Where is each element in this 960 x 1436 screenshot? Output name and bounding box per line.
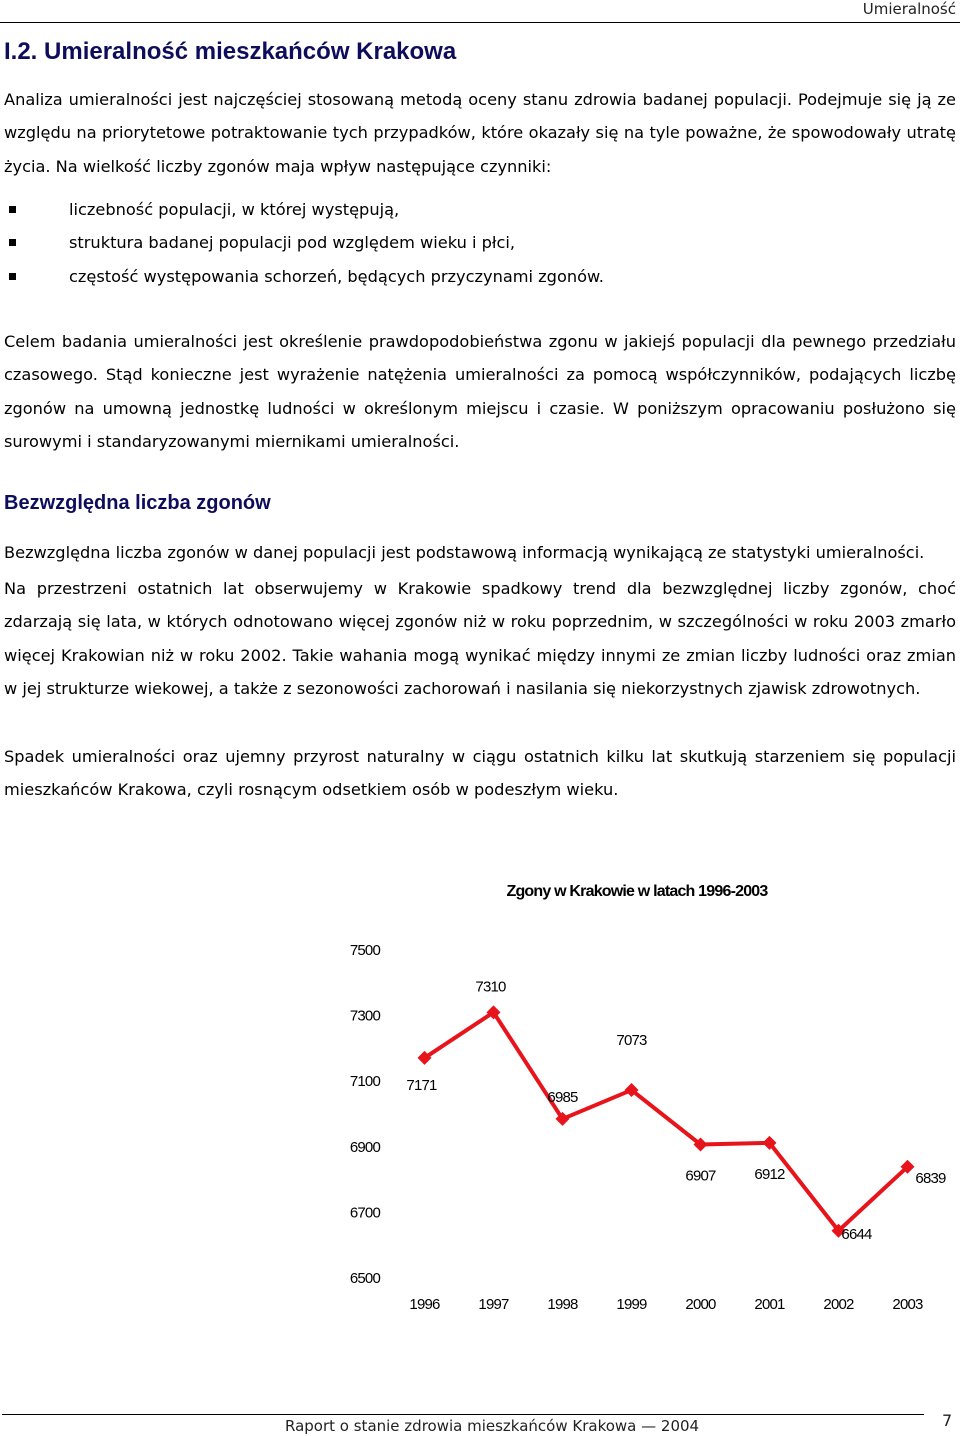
- y-tick-label: 6700: [349, 1204, 380, 1222]
- purpose-paragraph: Celem badania umieralności jest określenie prawdopodobieństwa zgonu w jakiejś populacji dla pewnego przedziału czasowego. Stąd konieczne jest wyrażenie natężenia umieralności za pomocą współczynników, podających liczbę zgonów na umowną jednostkę ludności w określonym miejscu i czasie. W poniższym opracowaniu posłużono się surowymi i standaryzowanymi miernikami umieralności.: [4, 332, 956, 451]
- footer-text: Raport o stanie zdrowia mieszkańców Krakowa — 2004: [285, 1417, 700, 1435]
- factor-item: liczebność populacji, w której występują,: [4, 193, 956, 226]
- running-header: Umieralność: [862, 0, 956, 18]
- data-label: 6839: [915, 1169, 946, 1187]
- data-label: 7073: [616, 1032, 647, 1050]
- x-tick-label: 2001: [754, 1296, 785, 1313]
- y-tick-label: 6500: [349, 1270, 380, 1287]
- factors-list: [4, 193, 956, 293]
- footer-divider: [2, 1414, 924, 1415]
- y-tick-label: 7300: [349, 1007, 380, 1025]
- data-label: 6907: [685, 1167, 716, 1185]
- section-title: I.2. Umieralność mieszkańców Krakowa: [4, 38, 457, 65]
- factor-item: częstość występowania schorzeń, będących przyczynami zgonów.: [4, 260, 956, 293]
- series-line: [425, 1012, 908, 1230]
- deaths-chart: [300, 872, 960, 1332]
- data-label: 7310: [475, 978, 506, 996]
- y-tick-label: 7100: [349, 1073, 380, 1091]
- intro-paragraph: Analiza umieralności jest najczęściej stosowaną metodą oceny stanu zdrowia badanej populacji. Podejmuje się ją ze względu na priorytetowe potraktowanie tych przypadków, które okazały się na tyle poważne, że spowodowały utratę życia. Na wielkość liczby zgonów maja wpływ następujące czynniki:: [4, 90, 956, 176]
- x-tick-label: 1997: [478, 1296, 509, 1313]
- page-number: 7: [942, 1411, 953, 1430]
- x-tick-label: 1999: [616, 1296, 647, 1313]
- x-tick-label: 2000: [685, 1296, 716, 1313]
- deaths-series: [418, 1005, 915, 1237]
- y-axis-ticks: [350, 942, 381, 1287]
- data-label: 6644: [841, 1225, 872, 1243]
- y-tick-label: 7500: [349, 942, 380, 959]
- deaths-chart-svg: [300, 872, 960, 1332]
- x-axis-ticks: [409, 1296, 923, 1313]
- x-tick-label: 1996: [409, 1296, 440, 1313]
- data-label: 6912: [754, 1165, 785, 1183]
- absolute-paragraph-1: Bezwzględna liczba zgonów w danej populacji jest podstawową informacją wynikającą ze statystyki umieralności.: [4, 543, 925, 562]
- factor-item: struktura badanej populacji pod względem wieku i płci,: [4, 226, 956, 259]
- y-tick-label: 6900: [349, 1138, 380, 1156]
- subsection-title: Bezwzględna liczba zgonów: [4, 492, 271, 514]
- header-divider: [0, 22, 960, 23]
- data-label: 6985: [547, 1088, 578, 1106]
- x-tick-label: 1998: [547, 1296, 578, 1313]
- chart-title: Zgony w Krakowie w latach 1996-2003: [506, 883, 768, 900]
- x-tick-label: 2003: [892, 1296, 923, 1313]
- data-label: 7171: [406, 1076, 437, 1094]
- x-tick-label: 2002: [823, 1296, 854, 1313]
- absolute-paragraph-2: Na przestrzeni ostatnich lat obserwujemy w Krakowie spadkowy trend dla bezwzględnej liczby zgonów, choć zdarzają się lata, w których odnotowano więcej zgonów niż w roku poprzednim, w szczególności w roku 2003 zmarło więcej Krakowian niż w roku 2002. Takie wahania mogą wynikać między innymi ze zmian liczby ludności oraz zmian w jej strukturze wiekowej, a także z sezonowości zachorowań i nasilania się niekorzystnych zjawisk zdrowotnych.: [4, 579, 956, 698]
- absolute-paragraph-3: Spadek umieralności oraz ujemny przyrost naturalny w ciągu ostatnich kilku lat skutkują starzeniem się populacji mieszkańców Krakowa, czyli rosnącym odsetkiem osób w podeszłym wieku.: [4, 747, 956, 800]
